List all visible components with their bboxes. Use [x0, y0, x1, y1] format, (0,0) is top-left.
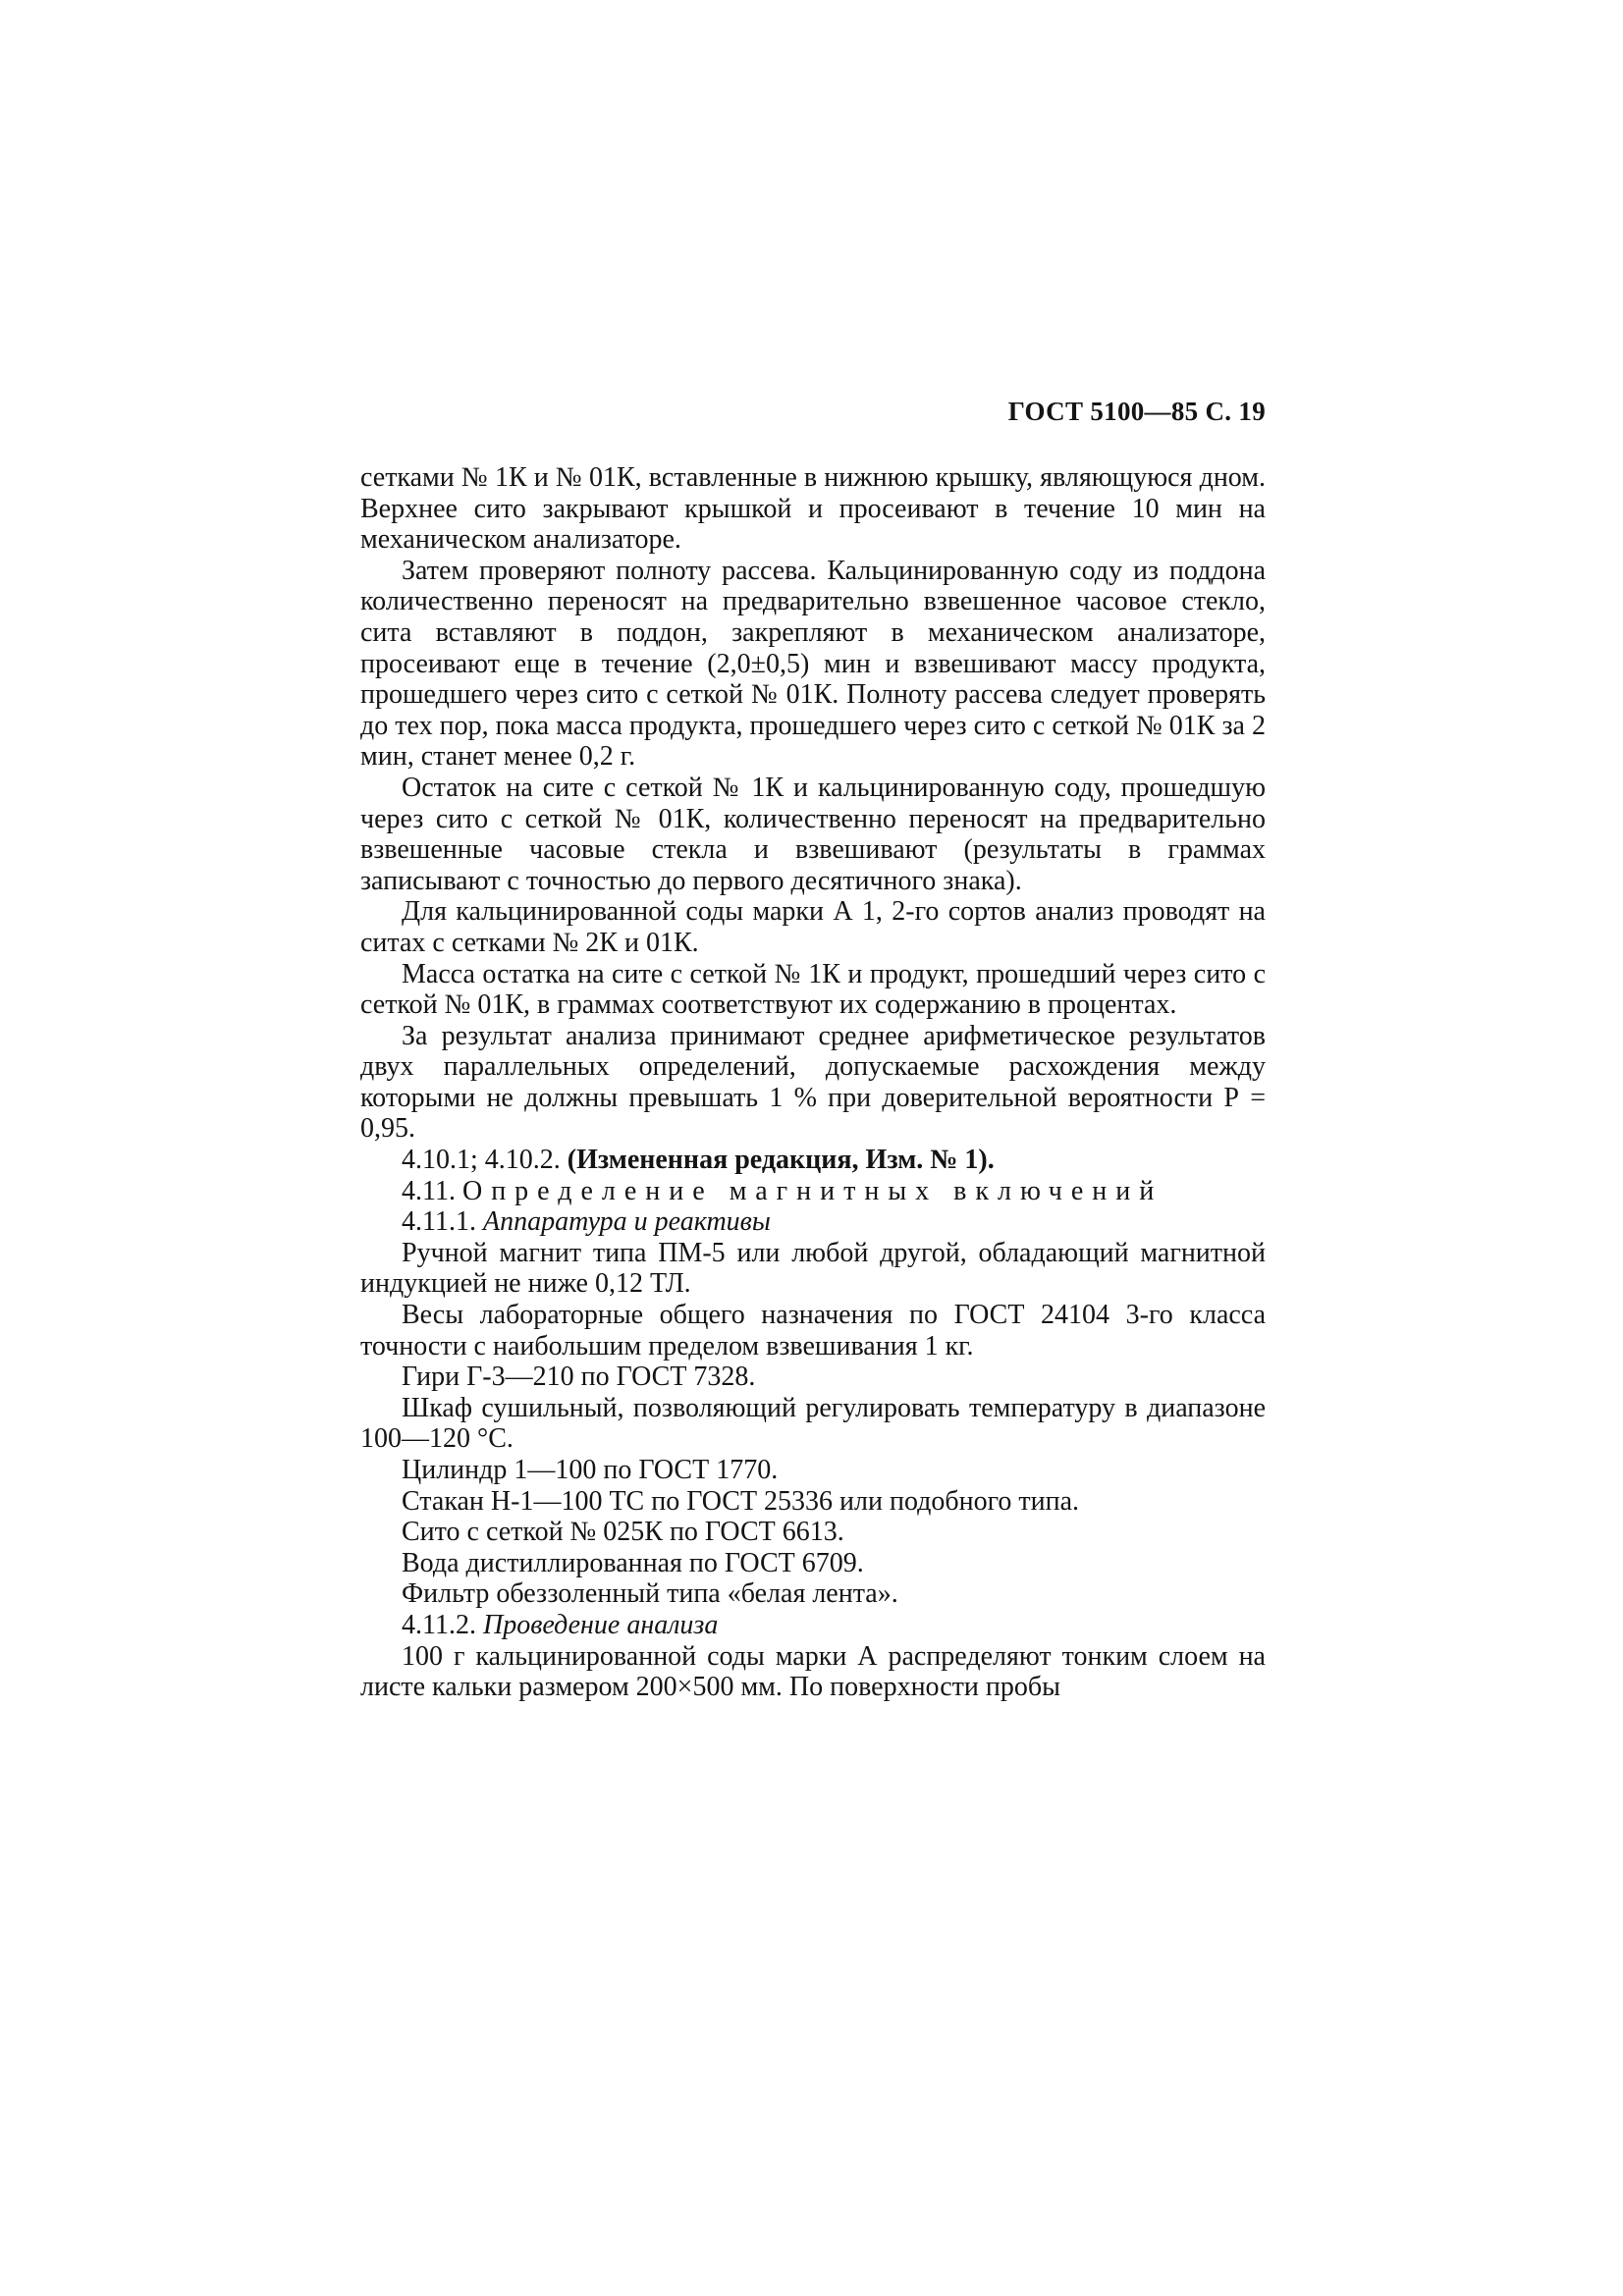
equipment-oven: Шкаф сушильный, позволяющий регулировать температуру в диапазоне 100—120 °С. [360, 1392, 1266, 1455]
amendment-text: (Измененная редакция, Изм. № 1). [567, 1145, 995, 1176]
document-body [360, 462, 1266, 1703]
equipment-cylinder: Цилиндр 1—100 по ГОСТ 1770. [402, 1455, 779, 1485]
paragraph-sieve-setup: сетками № 1К и № 01К, вставленные в нижнюю крышку, являющуюся дном. Верхнее сито закрывают крышкой и просеивают в течение 10 мин на механическом анализаторе. [360, 462, 1266, 556]
paragraph-procedure: 100 г кальцинированной соды марки А распределяют тонким слоем на листе кальки размером 200×500 мм. По поверхности пробы [360, 1640, 1266, 1703]
paragraph-sieving-check: Затем проверяют полноту рассева. Кальцинированную соду из поддона количественно переносят на предварительно взвешенное часовое стекло, сита вставляют в поддон, закрепляют в механическом анализаторе, просеивают еще в течение (2,0±0,5) мин и взвешивают массу продукта, прошедшего через сито с сеткой № 01К. Полноту рассева следует проверять до тех пор, пока масса продукта, прошедшего через сито с сеткой № 01К за 2 мин, станет менее 0,2 г. [360, 555, 1266, 773]
equipment-scales: Весы лабораторные общего назначения по ГОСТ 24104 3-го класса точности с наибольшим пределом взвешивания 1 кг. [360, 1300, 1266, 1362]
amendment-note [360, 1145, 1266, 1176]
section-number: 4.11. [402, 1175, 456, 1206]
paragraph-grade-a-sieves: Для кальцинированной соды марки А 1, 2-го сортов анализ проводят на ситах с сетками № 2К и 01К. [360, 896, 1266, 958]
equipment-sieve: Сито с сеткой № 025К по ГОСТ 6613. [402, 1517, 844, 1548]
subsection-heading-procedure [360, 1610, 1266, 1641]
subsection-title: Аппаратура и реактивы [482, 1206, 771, 1238]
section-heading-magnetic [360, 1176, 1266, 1207]
equipment-filter: Фильтр обеззоленный типа «белая лента». [402, 1578, 898, 1610]
equipment-beaker: Стакан Н-1—100 ТС по ГОСТ 25336 или подобного типа. [402, 1485, 1080, 1517]
page-header: ГОСТ 5100—85 С. 19 [1007, 397, 1266, 426]
subsection-number: 4.11.1. [402, 1206, 476, 1238]
clause-number: 4.10.1; 4.10.2. [402, 1145, 561, 1176]
section-title: Определение магнитных включений [461, 1175, 1163, 1206]
paragraph-residue-weighing: Остаток на сите с сеткой № 1К и кальцинированную соду, прошедшую через сито с сеткой № 01К, количественно переносят на предварительно взвешенные часовые стекла и взвешивают (результаты в граммах записывают с точностью до первого десятичного знака). [360, 772, 1266, 896]
subsection-title: Проведение анализа [482, 1609, 719, 1640]
equipment-magnet: Ручной магнит типа ПМ-5 или любой другой, обладающий магнитной индукцией не ниже 0,12 ТЛ. [360, 1237, 1266, 1300]
paragraph-analysis-result: За результат анализа принимают среднее арифметическое результатов двух параллельных определений, допускаемые расхождения между которыми не должны превышать 1 % при доверительной вероятности Р = 0,95. [360, 1020, 1266, 1145]
equipment-water: Вода дистиллированная по ГОСТ 6709. [402, 1547, 864, 1578]
subsection-number: 4.11.2. [402, 1609, 476, 1640]
paragraph-mass-percent: Масса остатка на сите с сеткой № 1К и продукт, прошедший через сито с сеткой № 01К, в граммах соответствуют их содержанию в процентах. [360, 958, 1266, 1021]
subsection-heading-equipment [360, 1206, 1266, 1238]
equipment-weights: Гири Г-3—210 по ГОСТ 7328. [402, 1362, 756, 1393]
